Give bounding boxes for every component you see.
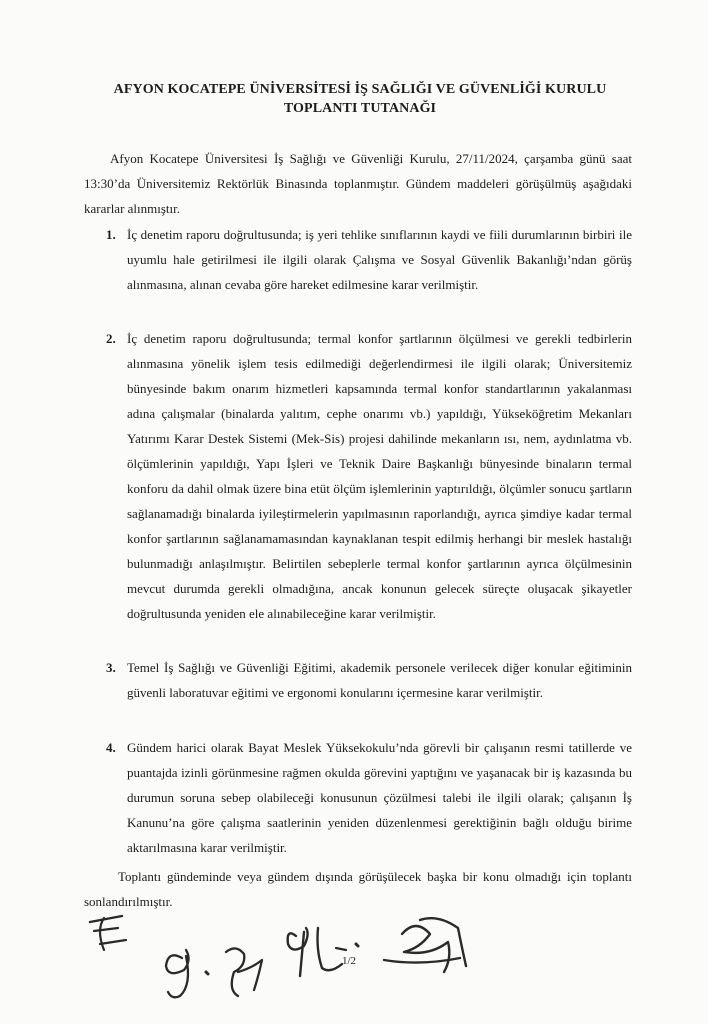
item-number: 4.	[106, 740, 116, 755]
page-number: 1/2	[342, 955, 357, 967]
item-number: 1.	[106, 227, 116, 242]
intro-text: Afyon Kocatepe Üniversitesi İş Sağlığı ve Güvenliği Kurulu, 27/11/2024, çarşamba günü saat 13:30’da Üniversitemiz Rektörlük Binasında toplanmıştır. Gündem maddeleri görüşülmüş aşağıdaki kararlar alınmıştır.	[84, 151, 632, 216]
item-number: 2.	[106, 331, 116, 346]
title-line-1: AFYON KOCATEPE ÜNİVERSİTESİ İŞ SAĞLIĞI VE GÜVENLİĞİ KURULU	[113, 82, 607, 97]
signature-3	[226, 948, 262, 996]
signature-2	[166, 950, 208, 997]
item-text: Gündem harici olarak Bayat Meslek Yüksekokulu’nda görevli bir çalışanın resmi tatillerde ve puantajda izinli görünmesine rağmen okulda görevini yaptığını ve yaşanacak bir iş kazasında bu durumun soruna sebep olabileceği konusunun çözülmesi talebi ile ilgili olarak; çalışanın İş Kanunu’na göre çalışma saatlerinin yeniden düzenlenmesi gerektiğinin bağlı olduğu birime aktarılmasına karar verilmiştir.	[127, 740, 632, 855]
signature-5	[384, 918, 466, 972]
signature-1	[90, 916, 126, 950]
item-number: 3.	[106, 660, 116, 675]
item-text: Temel İş Sağlığı ve Güvenliği Eğitimi, akademik personele verilecek diğer konular eğitiminin güvenli laboratuvar eğitimi ve ergonomi konularını içermesine karar verilmiştir.	[127, 660, 632, 700]
closing-text: Toplantı gündeminde veya gündem dışında görüşülecek başka bir konu olmadığı için toplantı sonlandırılmıştır.	[84, 869, 632, 909]
title-line-2: TOPLANTI TUTANAĞI	[283, 101, 437, 116]
signature-4	[288, 928, 358, 976]
item-text: İç denetim raporu doğrultusunda; termal konfor şartlarının ölçülmesi ve gerekli tedbirlerin alınmasına yönelik işlem tesis edilmediği değerlendirmesi ile ilgili olarak; Üniversitemiz bünyesinde bakım onarım hizmetleri kapsamında termal konfor standartlarının yakalanması adına çalışmalar (binalarda yalıtım, cephe onarımı vb.) yapıldığı, Yükseköğretim Mekanları Yatırımı Karar Destek Sistemi (Mek-Sis) projesi dahilinde mekanların ısı, nem, aydınlatma vb. ölçümlerinin yapıldığı, Yapı İşleri ve Teknik Daire Başkanlığı bünyesinde binaların termal konforu da dahil olmak üzere bina etüt ölçüm işlemlerinin yaptırıldığı, ölçümler sonucu şartların sağlanamadığı binalarda iyileştirmelerin yapılmasının raporlandığı, ayrıca şimdiye kadar termal konfor şartlarının sağlanamamasından kaynaklanan tespit edilmiş herhangi bir meslek hastalığı bulunmadığı anlaşılmıştır. Belirtilen sebeplerle termal konfor şartlarının ayrıca ölçülmesinin mevcut durumda gerekli olmadığına, ancak konunun gelecek süreçte oluşacak şikayetler doğrultusunda yeniden ele alınabileceğine karar verilmiştir.	[127, 331, 632, 621]
item-text: İç denetim raporu doğrultusunda; iş yeri tehlike sınıflarının kaydi ve fiili durumlarının birbiri ile uyumlu hale getirilmesi ile ilgili olarak Çalışma ve Sosyal Güvenlik Bakanlığı’ndan görüş alınmasına, alınan cevaba göre hareket edilmesine karar verilmiştir.	[127, 227, 632, 292]
